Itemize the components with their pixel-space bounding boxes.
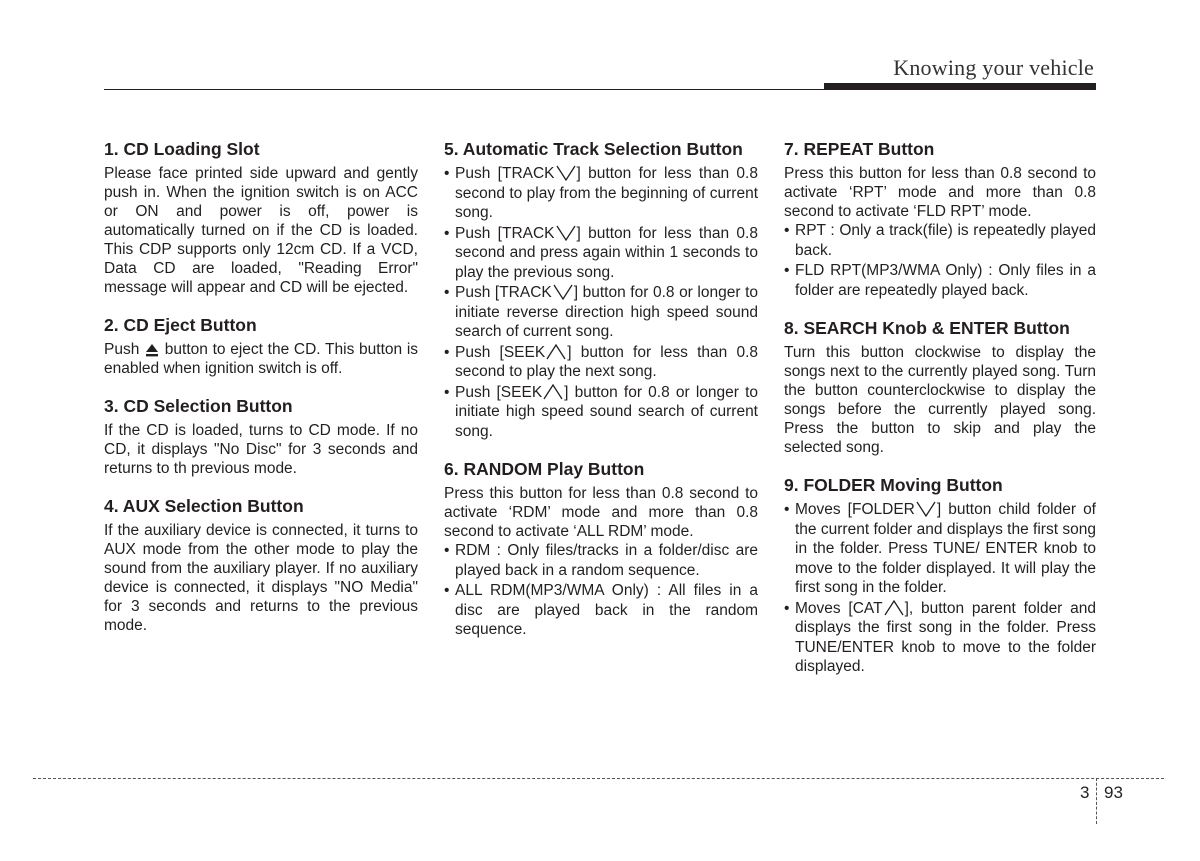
- section-title: 4. AUX Selection Button: [104, 496, 304, 516]
- list-item: • RPT : Only a track(file) is repeatedly played back.: [784, 221, 1096, 260]
- section-body: Turn this button clockwise to display the songs next to the currently played song. Turn the button counterclockwise to display the songs before the currently played song. Press the button to skip and play the selected song.: [784, 344, 1096, 456]
- footer-rule: [33, 778, 1164, 779]
- bullet-text-after: ] button for less than 0.8 second to play from the beginning of current song.: [455, 165, 758, 221]
- header-rule-bold: [824, 83, 1096, 90]
- bullet-text-after: ] button for 0.8 or longer to initiate high speed sound search of current song.: [455, 383, 759, 440]
- bullet-text-before: Push [SEEK: [455, 343, 546, 361]
- column-middle: [444, 139, 758, 658]
- list-item: • FLD RPT(MP3/WMA Only) : Only files in a folder are repeatedly played back.: [784, 261, 1096, 300]
- list-item: [444, 343, 758, 382]
- column-right: [784, 139, 1096, 695]
- bullet-text-after: ] button for less than 0.8 second and press again within 1 seconds to play the previous song.: [455, 224, 758, 281]
- page-number: 93: [1104, 783, 1123, 802]
- section-body: If the auxiliary device is connected, it turns to AUX mode from the other mode to play the sound from the auxiliary player. If no auxiliary device is connected, it displays "NO Media" for 3 seconds and returns to the previous mode.: [104, 522, 418, 634]
- bullet-text-after: ] button for less than 0.8 second to play the next song.: [455, 343, 758, 380]
- section-cd-selection-button: [104, 396, 418, 478]
- chevron-down-icon: [553, 284, 573, 300]
- body-text-after: button to eject the CD. This button is enabled when ignition switch is off.: [104, 341, 419, 377]
- list-item: [784, 500, 1096, 598]
- section-body: Press this button for less than 0.8 second to activate ‘RDM’ mode and more than 0.8 second to activate ‘ALL RDM’ mode.: [444, 485, 758, 540]
- bullet-list: [444, 541, 758, 640]
- bullet-text-before: Moves [CAT: [795, 599, 883, 617]
- bullet-text-after: ] button for 0.8 or longer to initiate reverse direction high speed sound search of current song.: [455, 284, 759, 340]
- section-title: 3. CD Selection Button: [104, 396, 293, 416]
- section-cd-eject-button: [104, 315, 418, 378]
- section-title: 9. FOLDER Moving Button: [784, 475, 1003, 495]
- eject-icon: [145, 343, 159, 357]
- header-rule: [104, 89, 824, 90]
- section-cd-loading-slot: [104, 139, 418, 297]
- section-body: If the CD is loaded, turns to CD mode. If no CD, it displays "No Disc" for 3 seconds and returns to th previous mode.: [104, 422, 418, 477]
- section-body: Please face printed side upward and gently push in. When the ignition switch is on ACC or ON and power is off, power is automatically turned on if the CD is loaded. This CDP supports only 12cm CD. If a VCD, Data CD are loaded, "Reading Error" message will appear and CD will be ejected.: [104, 165, 418, 296]
- body-text-before: Push: [104, 341, 140, 358]
- section-title: 6. RANDOM Play Button: [444, 459, 645, 479]
- bullet-text-before: Push [TRACK: [455, 165, 555, 182]
- chevron-down-icon: [916, 501, 936, 517]
- section-title: 1. CD Loading Slot: [104, 139, 260, 159]
- section-title: 7. REPEAT Button: [784, 139, 935, 159]
- bullet-text-before: Push [SEEK: [455, 383, 543, 401]
- page-header-title: Knowing your vehicle: [893, 55, 1094, 80]
- chapter-number: 3: [1080, 783, 1090, 802]
- section-search-knob-enter-button: [784, 318, 1096, 457]
- bullet-list: [444, 164, 758, 441]
- section-title: 8. SEARCH Knob & ENTER Button: [784, 318, 1070, 338]
- chevron-up-icon: [884, 600, 904, 616]
- bullet-text-before: Moves [FOLDER: [795, 501, 915, 518]
- chevron-down-icon: [556, 165, 576, 181]
- footer-divider: [1096, 778, 1097, 824]
- section-title: 5. Automatic Track Selection Button: [444, 139, 743, 159]
- bullet-list: [784, 500, 1096, 677]
- bullet-text-before: Push [TRACK: [455, 284, 552, 301]
- list-item: [444, 164, 758, 223]
- column-left: [104, 139, 418, 653]
- section-random-play-button: [444, 459, 758, 640]
- section-repeat-button: [784, 139, 1096, 300]
- list-item: • ALL RDM(MP3/WMA Only) : All files in a disc are played back in the random sequence.: [444, 581, 758, 640]
- list-item: [444, 383, 758, 442]
- bullet-text-after: ] button child folder of the current folder and displays the first song in the folder. Press TUNE/ ENTER knob to move to the folder displayed. It will play the first song in the folder.: [795, 501, 1096, 596]
- chevron-up-icon: [546, 344, 566, 360]
- section-automatic-track-selection: [444, 139, 758, 441]
- section-body: [104, 340, 418, 378]
- list-item: • RDM : Only files/tracks in a folder/disc are played back in a random sequence.: [444, 541, 758, 580]
- list-item: [444, 224, 758, 283]
- section-title: 2. CD Eject Button: [104, 315, 257, 335]
- list-item: [784, 599, 1096, 677]
- section-folder-moving-button: [784, 475, 1096, 677]
- section-aux-selection-button: [104, 496, 418, 635]
- section-body: Press this button for less than 0.8 second to activate ‘RPT’ mode and more than 0.8 second to activate ‘FLD RPT’ mode.: [784, 165, 1096, 220]
- bullet-list: [784, 221, 1096, 300]
- chevron-up-icon: [543, 384, 563, 400]
- bullet-text-after: ], button parent folder and displays the first song in the folder. Press TUNE/ENTER knob to move to the folder displayed.: [795, 599, 1096, 675]
- bullet-text-before: Push [TRACK: [455, 224, 555, 242]
- list-item: [444, 283, 758, 342]
- chevron-down-icon: [556, 225, 576, 241]
